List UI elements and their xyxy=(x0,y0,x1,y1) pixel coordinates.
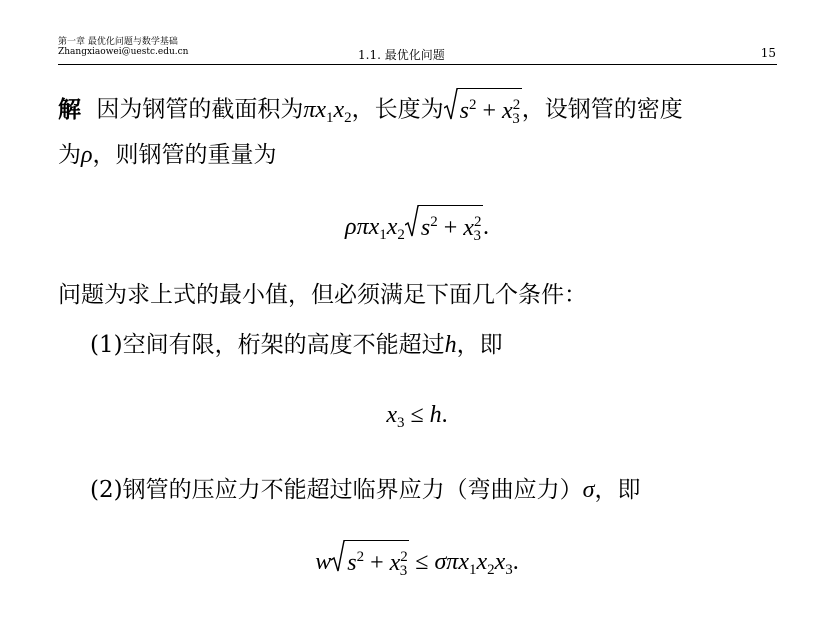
stress-symbol: σ xyxy=(582,477,595,503)
height-constraint: $x_3 \le h$. xyxy=(386,402,448,431)
height-constraint-period: . xyxy=(441,402,448,428)
section-title: 1.1. 最优化问题 xyxy=(358,48,445,62)
author-email: Zhangxiaowei@uestc.edu.cn xyxy=(58,47,189,57)
condition-1 xyxy=(90,330,503,360)
chapter-title: 第一章 最优化问题与数学基础 xyxy=(58,37,178,47)
solution-text-5: ，则钢管的重量为 xyxy=(92,142,277,168)
solution-text-4: 为 xyxy=(58,142,81,168)
solution-label: 解 xyxy=(58,95,81,123)
condition-2 xyxy=(90,475,640,505)
solution-text-1: 因为钢管的截面积为 xyxy=(96,96,304,123)
radical-sign xyxy=(444,88,458,122)
solution-text-3: ，设钢管的密度 xyxy=(521,96,683,123)
solution-text-2: ，长度为 xyxy=(351,96,444,123)
area-formula: $\pi x_1x_2$ xyxy=(303,96,352,126)
stress-constraint: w $s^2 + x^2_3$ ≤ $\sigma\pi x_1x_2x_3$. xyxy=(0,540,834,585)
condition-2-text: (2)钢管的压应力不能超过临界应力（弯曲应力） xyxy=(90,477,583,503)
running-header-left xyxy=(58,37,188,57)
solution-line-1 xyxy=(58,88,683,133)
stress-constraint-period: . xyxy=(512,549,519,575)
weight-equation: $\rho\pi x_1x_2$ $s^2 + x^2_3$ . xyxy=(0,205,834,250)
header-rule xyxy=(58,64,777,65)
height-symbol: h xyxy=(444,332,457,358)
condition-1-text: (1)空间有限，桁架的高度不能超过 xyxy=(90,332,445,358)
solution-line-2 xyxy=(58,140,277,170)
condition-1-tail: ，即 xyxy=(456,332,503,358)
condition-2-tail: ，即 xyxy=(594,477,641,503)
problem-intro: 问题为求上式的最小值，但必须满足下面几个条件： xyxy=(58,282,587,308)
density-symbol: ρ xyxy=(81,142,93,168)
radical-sign xyxy=(405,205,419,239)
page-number: 15 xyxy=(760,46,776,60)
weight-equation-period: . xyxy=(482,214,489,240)
length-formula: $s^2 + x^2_3$ xyxy=(444,88,522,133)
radical-sign xyxy=(331,540,345,574)
